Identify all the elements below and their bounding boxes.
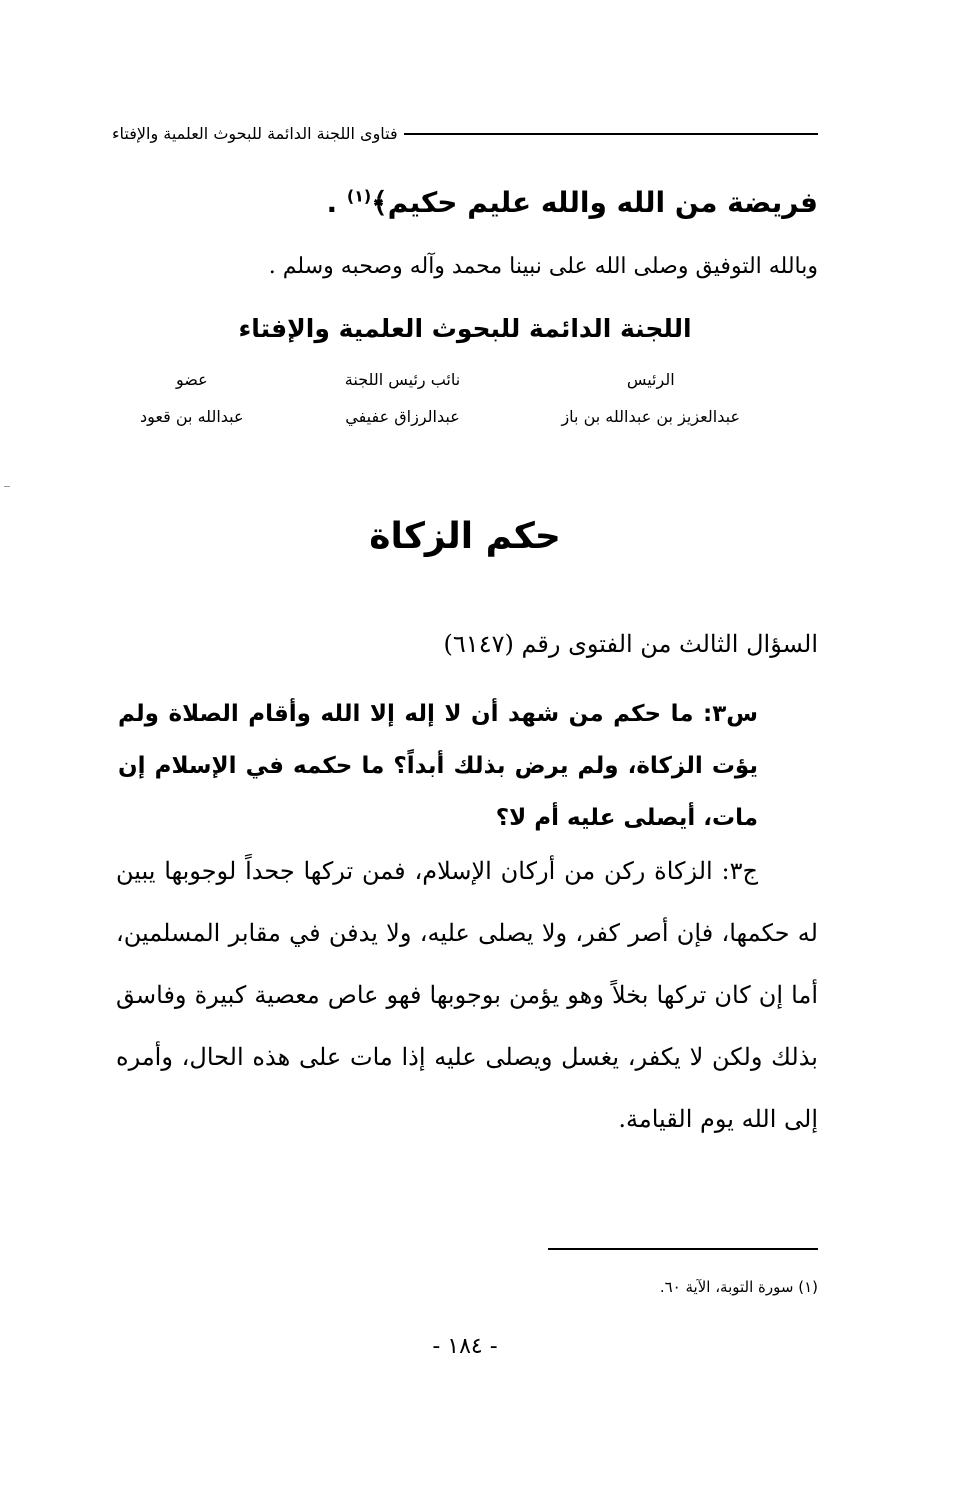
header-rule [404,133,818,135]
footnote-rule [548,1248,818,1250]
member-role: الرئيس [626,370,675,389]
page-number: - ١٨٤ - [432,1334,498,1359]
signature-block [140,370,740,426]
footnote: (١) سورة التوبة، الآية ٦٠. [659,1278,818,1296]
answer-text: ج٣: الزكاة ركن من أركان الإسلام، فمن تركها جحداً لوجوبها يبين له حكمها، فإن أصر كفر، ولا يصلى عليه، ولا يدفن في مقابر المسلمين، أما إن كان تركها بخلاً وهو يؤمن بوجوبها فهو عاص معصية كبيرة وفاسق بذلك ولكن لا يكفر، يغسل ويصلى عليه إذا مات على هذه الحال، وأمره إلى الله يوم القيامة. [116,857,818,1133]
signature-president [561,370,740,426]
member-name: عبدالرزاق عفيفي [345,407,460,426]
member-role: عضو [175,370,208,389]
section-title: حكم الزكاة [369,516,561,557]
member-name: عبدالله بن قعود [140,407,244,426]
committee-title: اللجنة الدائمة للبحوث العلمية والإفتاء [238,314,692,343]
question-text: س٣: ما حكم من شهد أن لا إله إلا الله وأقام الصلاة ولم يؤت الزكاة، ولم يرض بذلك أبداً؟ ما حكمه في الإسلام إن مات، أيصلى عليه أم لا؟ [118,701,758,831]
verse-trailing: . [326,186,347,219]
running-header-title: فتاوى اللجنة الدائمة للبحوث العلمية والإفتاء [112,123,398,143]
verse-end [112,186,826,219]
margin-mark [4,486,10,487]
signature-vice-president [345,370,460,426]
running-header [112,118,818,148]
question-intro: السؤال الثالث من الفتوى رقم (٦١٤٧) [443,630,818,658]
verse-text: فريضة من الله والله عليم حكيم﴾ [371,186,818,219]
signature-member [140,370,244,426]
member-name: عبدالعزيز بن عبدالله بن باز [561,407,740,426]
member-role: نائب رئيس اللجنة [344,370,461,389]
closing-formula: وبالله التوفيق وصلى الله على نبينا محمد وآله وصحبه وسلم . [268,254,818,279]
footnote-marker: (١) [346,186,372,206]
